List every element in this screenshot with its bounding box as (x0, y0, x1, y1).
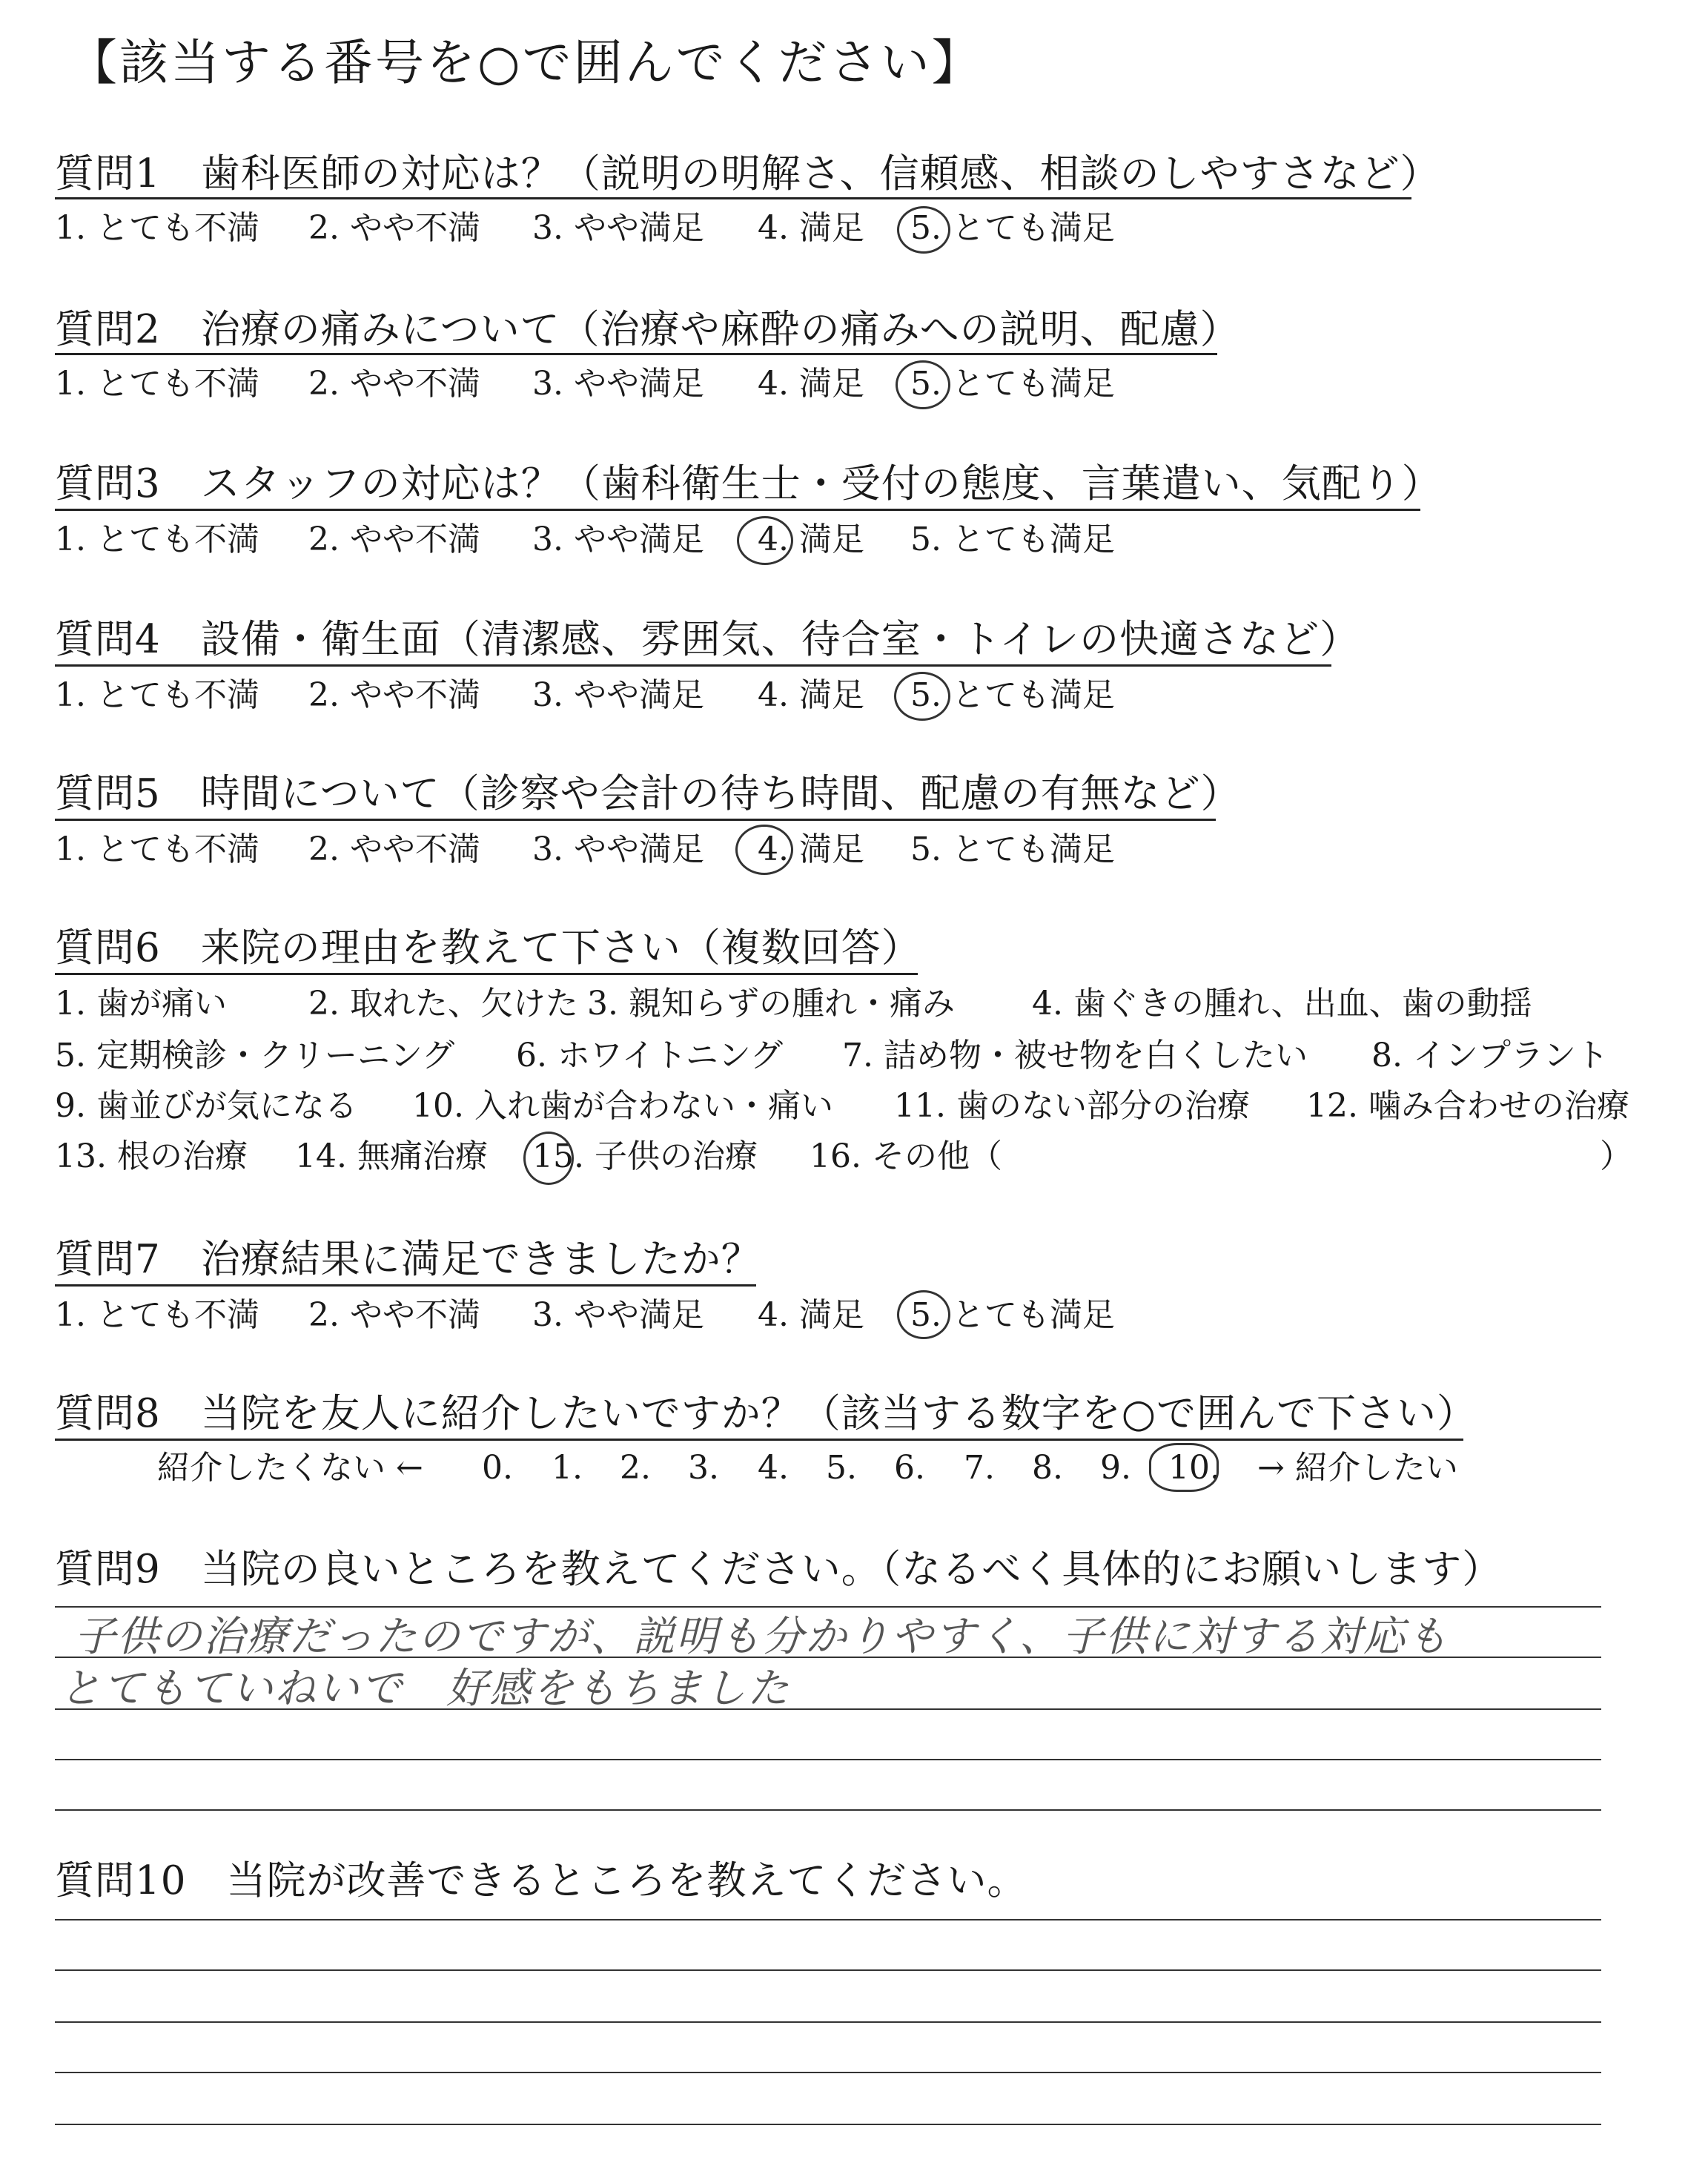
question-6-underline (55, 973, 918, 975)
q1-option-4[interactable]: 4. 満足 (758, 209, 864, 247)
q6-option-16[interactable]: 16. その他（ (810, 1137, 1002, 1175)
q6-option-4[interactable]: 4. 歯ぐきの腫れ、出血、歯の動揺 (1032, 985, 1532, 1023)
q7-option-3[interactable]: 3. やや満足 (532, 1296, 704, 1334)
q6-option-8[interactable]: 8. インプラント (1371, 1037, 1609, 1074)
q7-option-5[interactable]: 5. とても満足 (910, 1296, 1115, 1334)
q2-option-5[interactable]: 5. とても満足 (910, 365, 1115, 403)
q2-option-2[interactable]: 2. やや不満 (308, 365, 480, 403)
q2-selected-circle (896, 360, 950, 409)
q6-option-3[interactable]: 3. 親知らずの腫れ・痛み (587, 985, 955, 1023)
q6-selected-circle (523, 1132, 574, 1185)
q7-option-1[interactable]: 1. とても不満 (55, 1296, 259, 1334)
q4-option-4[interactable]: 4. 満足 (758, 676, 864, 714)
q8-right-label: → 紹介したい (1257, 1449, 1458, 1487)
question-4-label: 質問4 設備・衛生面（清潔感、雰囲気、待合室・トイレの快適さなど） (55, 617, 1360, 662)
q6-option-2[interactable]: 2. 取れた、欠けた (308, 985, 578, 1023)
q5-selected-circle (735, 825, 793, 875)
q9-handwritten-answer-line-2[interactable]: とてもていねいで 好感をもちました (59, 1665, 790, 1713)
q6-option-7[interactable]: 7. 詰め物・被せ物を白くしたい (842, 1037, 1308, 1074)
q10-answer-line-3[interactable] (55, 2021, 1601, 2023)
q8-score-3[interactable]: 3. (688, 1449, 719, 1487)
q4-option-2[interactable]: 2. やや不満 (308, 676, 480, 714)
q8-score-9[interactable]: 9. (1100, 1449, 1131, 1487)
page-title: 【該当する番号を○で囲んでください】 (68, 34, 983, 91)
q3-option-5[interactable]: 5. とても満足 (910, 521, 1115, 558)
q6-option-12[interactable]: 12. 噛み合わせの治療 (1306, 1087, 1629, 1125)
q6-option-9[interactable]: 9. 歯並びが気になる (55, 1087, 357, 1125)
q10-answer-line-4[interactable] (55, 2072, 1601, 2073)
q1-option-5[interactable]: 5. とても満足 (910, 209, 1115, 247)
q2-option-3[interactable]: 3. やや満足 (532, 365, 704, 403)
q4-selected-circle (894, 672, 950, 721)
q10-answer-line-5[interactable] (55, 2124, 1601, 2125)
q9-handwritten-answer-line-1[interactable]: 子供の治療だったのですが、説明も分かりやすく、子供に対する対応も (74, 1613, 1449, 1661)
q8-score-6[interactable]: 6. (894, 1449, 925, 1487)
question-5-label: 質問5 時間について（診察や会計の待ち時間、配慮の有無など） (55, 771, 1241, 816)
question-8-underline (55, 1439, 1463, 1441)
q1-selected-circle (897, 206, 950, 254)
question-1-underline (55, 197, 1411, 199)
q9-answer-line-5 (55, 1809, 1601, 1811)
question-3-underline (55, 509, 1420, 511)
question-4-underline (55, 664, 1331, 667)
q8-score-5[interactable]: 5. (826, 1449, 857, 1487)
q5-option-4[interactable]: 4. 満足 (758, 830, 864, 868)
q6-other-close-paren: ） (1600, 1137, 1632, 1175)
q6-option-6[interactable]: 6. ホワイトニング (516, 1037, 784, 1074)
q1-option-2[interactable]: 2. やや不満 (308, 209, 480, 247)
q10-answer-line-1[interactable] (55, 1919, 1601, 1920)
q1-option-3[interactable]: 3. やや満足 (532, 209, 704, 247)
q3-option-3[interactable]: 3. やや満足 (532, 521, 704, 558)
q8-score-7[interactable]: 7. (964, 1449, 995, 1487)
q2-option-4[interactable]: 4. 満足 (758, 365, 864, 403)
q7-selected-circle (897, 1290, 950, 1339)
q9-answer-line-1 (55, 1606, 1601, 1608)
q8-left-label: 紹介したくない ← (157, 1449, 423, 1487)
question-10-label: 質問10 当院が改善できるところを教えてください。 (55, 1858, 1027, 1903)
q6-option-13[interactable]: 13. 根の治療 (55, 1137, 248, 1175)
q9-answer-line-4 (55, 1759, 1601, 1760)
q1-option-1[interactable]: 1. とても不満 (55, 209, 259, 247)
q3-selected-circle (737, 516, 793, 565)
q6-option-10[interactable]: 10. 入れ歯が合わない・痛い (412, 1087, 833, 1125)
q7-option-2[interactable]: 2. やや不満 (308, 1296, 480, 1334)
q8-score-10[interactable]: 10. (1168, 1449, 1220, 1487)
q4-option-3[interactable]: 3. やや満足 (532, 676, 704, 714)
q6-option-5[interactable]: 5. 定期検診・クリーニング (55, 1037, 455, 1074)
q8-score-0[interactable]: 0. (482, 1449, 513, 1487)
q2-option-1[interactable]: 1. とても不満 (55, 365, 259, 403)
q8-score-4[interactable]: 4. (758, 1449, 789, 1487)
question-3-label: 質問3 スタッフの対応は？（歯科衛生士・受付の態度、言葉遣い、気配り） (55, 461, 1442, 506)
q8-score-1[interactable]: 1. (552, 1449, 583, 1487)
q3-option-4[interactable]: 4. 満足 (758, 521, 864, 558)
question-5-underline (55, 819, 1216, 821)
q8-selected-circle (1149, 1443, 1219, 1492)
question-8-label: 質問8 当院を友人に紹介したいですか？（該当する数字を○で囲んで下さい） (55, 1391, 1477, 1436)
q10-answer-line-2[interactable] (55, 1969, 1601, 1971)
q3-option-1[interactable]: 1. とても不満 (55, 521, 259, 558)
q6-option-11[interactable]: 11. 歯のない部分の治療 (894, 1087, 1250, 1125)
q6-option-15[interactable]: 15. 子供の治療 (532, 1137, 758, 1175)
question-7-underline (55, 1284, 756, 1287)
q4-option-5[interactable]: 5. とても満足 (910, 676, 1115, 714)
q5-option-1[interactable]: 1. とても不満 (55, 830, 259, 868)
question-1-label: 質問1 歯科医師の対応は？（説明の明解さ、信頼感、相談のしやすさなど） (55, 151, 1440, 196)
q6-option-14[interactable]: 14. 無痛治療 (295, 1137, 488, 1175)
question-2-underline (55, 353, 1217, 355)
question-2-label: 質問2 治療の痛みについて（治療や麻酔の痛みへの説明、配慮） (55, 307, 1240, 352)
question-9-label: 質問9 当院の良いところを教えてください。（なるべく具体的にお願いします） (55, 1547, 1503, 1592)
q8-score-8[interactable]: 8. (1032, 1449, 1063, 1487)
q3-option-2[interactable]: 2. やや不満 (308, 521, 480, 558)
q5-option-2[interactable]: 2. やや不満 (308, 830, 480, 868)
question-6-label: 質問6 来院の理由を教えて下さい（複数回答） (55, 925, 921, 971)
q7-option-4[interactable]: 4. 満足 (758, 1296, 864, 1334)
q5-option-5[interactable]: 5. とても満足 (910, 830, 1115, 868)
q8-score-2[interactable]: 2. (620, 1449, 651, 1487)
question-7-label: 質問7 治療結果に満足できましたか？ (55, 1237, 761, 1282)
q5-option-3[interactable]: 3. やや満足 (532, 830, 704, 868)
q4-option-1[interactable]: 1. とても不満 (55, 676, 259, 714)
q6-option-1[interactable]: 1. 歯が痛い (55, 985, 227, 1023)
